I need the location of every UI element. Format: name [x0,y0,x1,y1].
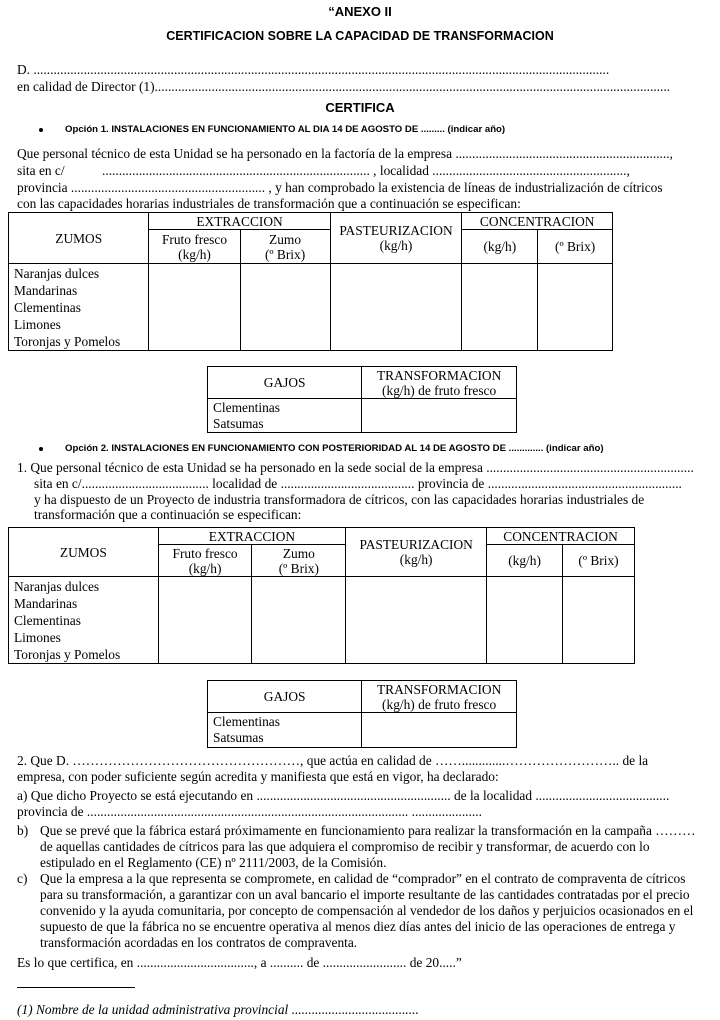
gajos-table-1 [207,366,517,433]
fruit-list [9,577,159,664]
conc-brix-header: (º Brix) [563,545,635,577]
section2-line1: 2. Que D. ……………………………………………, que actúa en calidad de …….............…………………….. de la [17,753,649,768]
clause-b-line2: de aquellas cantidades de cítricos para las que adquiera el compromiso de recibir y transformar, de acuerdo con lo [40,839,650,854]
gajos-table-2 [207,680,517,748]
main-title: CERTIFICACION SOBRE LA CAPACIDAD DE TRANSFORMACION [166,29,554,43]
fruto-fresco-label: Fruto fresco [172,545,238,561]
concentracion-header: CONCENTRACION [487,528,635,545]
fruit-row: Limones [14,630,61,645]
option1-heading: Opción 1. INSTALACIONES EN FUNCIONAMIENTO AL DIA 14 DE AGOSTO DE ......... (indicar año) [65,124,506,135]
option2-para-line1: 1. Que personal técnico de esta Unidad se ha personado en la sede social de la empresa .............................................................. [17,460,694,475]
clause-b-label: b) [17,823,29,838]
zumos-header: ZUMOS [9,528,159,577]
clause-b-line3: estipulado en el Reglamento (CE) nº 2111/2003, de la Comisión. [40,855,387,870]
transformacion-header [362,367,517,399]
option1-para-line4: con las capacidades horarias industriales de transformación que a continuación se especifican: [17,196,521,211]
pasteurizacion-header [346,528,487,577]
clause-a-line1: a) Que dicho Proyecto se está ejecutando en .......................................................... de la localidad ........................................ [17,788,670,803]
option2-para-line2: sita en c/...................................... localidad de ........................................ provincia de .......................................................... [34,476,682,491]
transformacion-header [362,681,517,713]
footnote: (1) Nombre de la unidad administrativa provincial ...................................... [17,1002,419,1017]
fruit-row: Clementinas [14,300,81,315]
empty-cell[interactable] [487,577,563,664]
gajos-header: GAJOS [208,367,362,399]
clause-c-line4: supuesto de que la fábrica no se encuentre operativa al menos diez días antes del inicio de las operaciones de entrega y [40,919,676,934]
gajos-row: Clementinas [213,400,280,415]
fruit-row: Clementinas [14,613,81,628]
fruit-row: Naranjas dulces [14,579,100,594]
gajos-header: GAJOS [208,681,362,713]
zumo-header [240,230,330,264]
fruto-fresco-label: Fruto fresco [161,231,228,247]
empty-cell[interactable] [240,264,330,351]
conc-brix-header: (º Brix) [538,230,613,264]
empty-cell[interactable] [563,577,635,664]
option2-heading: Opción 2. INSTALACIONES EN FUNCIONAMIENTO CON POSTERIORIDAD AL 14 DE AGOSTO DE ............. (indicar año) [65,443,604,454]
transformacion-label: TRANSFORMACION [377,367,502,383]
closing-line: Es lo que certifica, en ..................................., a .......... de ......................... de 20.....” [17,955,462,970]
option2-para-line3: y ha dispuesto de un Proyecto de industria transformadora de cítricos, con las capacidades horarias industriales de [34,492,645,507]
clause-c-line1: Que la empresa a la que representa se compromete, en calidad de “comprador” en el contrato de compraventa de cítricos [40,871,686,886]
fruto-fresco-unit: (kg/h) [178,246,211,262]
gajos-row: Satsumas [213,416,264,431]
fruit-row: Mandarinas [14,283,78,298]
pasteurizacion-header [330,213,462,264]
conc-kgh-header: (kg/h) [462,230,538,264]
empty-cell[interactable] [330,264,462,351]
zumo-unit: (º Brix) [278,560,319,576]
extraccion-header: EXTRACCION [149,213,330,230]
director-name-line: D. ............................................................................................................................................................................ [17,62,610,77]
clause-c-line5: transformación acordadas en los contratos de compraventa. [40,935,358,950]
empty-cell[interactable] [252,577,346,664]
fruit-row: Limones [14,317,61,332]
zumo-unit: (º Brix) [264,246,306,262]
fruto-fresco-unit: (kg/h) [188,560,222,576]
zumos-header: ZUMOS [9,213,149,264]
gajos-list [208,713,362,748]
pasteurizacion-unit: (kg/h) [379,238,413,253]
zumo-label: Zumo [269,231,302,247]
conc-kgh-header: (kg/h) [487,545,563,577]
empty-cell[interactable] [362,399,517,433]
empty-cell[interactable] [462,264,538,351]
option1-para-line2-end: ................................................................................ , localidad .........................................................., [102,163,630,178]
empty-cell[interactable] [538,264,613,351]
pasteurizacion-label: PASTEURIZACION [359,537,473,552]
bullet-icon [39,128,43,132]
fruto-fresco-header [158,545,252,577]
gajos-list [208,399,362,433]
empty-cell[interactable] [158,577,252,664]
fruit-row: Mandarinas [14,596,78,611]
bullet-icon [39,447,43,451]
empty-cell[interactable] [362,713,517,748]
clause-c-line2: para su transformación, a garantizar con un aval bancario el importe resultante de las cantidades contratadas por el precio [40,887,690,902]
fruit-row: Toronjas y Pomelos [14,334,121,349]
concentracion-header: CONCENTRACION [462,213,613,230]
option2-para-line4: transformación que a continuación se especifican: [34,507,302,522]
zumo-label: Zumo [282,545,315,561]
annex-title: “ANEXO II [328,4,392,19]
option1-para-line3: provincia .......................................................... , y han comprobado la existencia de líneas de industrialización de cítricos [17,180,663,195]
extraccion-header: EXTRACCION [158,528,346,545]
capacity-table-2 [8,527,635,664]
fruit-list [9,264,149,351]
gajos-row: Satsumas [213,730,264,745]
capacity-table-1 [8,212,613,351]
clause-c-label: c) [17,871,28,886]
fruit-row: Naranjas dulces [14,266,100,281]
option1-para-line1: Que personal técnico de esta Unidad se ha personado en la factoría de la empresa ................................................................, [17,146,673,161]
empty-cell[interactable] [346,577,487,664]
clause-c-line3: convenido y la ayuda comunitaria, por concepto de compensación al vendedor de los daños y perjuicios ocasionados en el [40,903,694,918]
clause-a-line2: provincia de ................................................................................................ ..................... [17,804,482,819]
clause-b-line1: Que se prevé que la fábrica estará próximamente en funcionamiento para realizar la transformación en la campaña ……… [40,823,696,838]
director-role-line: en calidad de Director (1).......................................................................................................................................................... [17,79,671,94]
certifica-title: CERTIFICA [325,100,395,115]
gajos-row: Clementinas [213,714,280,729]
section2-line2: empresa, con poder suficiente según acredita y manifiesta que está en vigor, ha declarado: [17,769,499,784]
fruit-row: Toronjas y Pomelos [14,647,121,662]
transformacion-label: TRANSFORMACION [377,681,502,697]
fruto-fresco-header [149,230,240,264]
zumo-header [252,545,346,577]
pasteurizacion-unit: (kg/h) [399,552,433,567]
transformacion-unit: (kg/h) de fruto fresco [382,382,497,398]
transformacion-unit: (kg/h) de fruto fresco [382,696,497,712]
empty-cell[interactable] [149,264,240,351]
pasteurizacion-label: PASTEURIZACION [339,223,453,238]
footnote-divider [17,987,135,988]
option1-para-line2-start: sita en c/ [17,163,65,178]
